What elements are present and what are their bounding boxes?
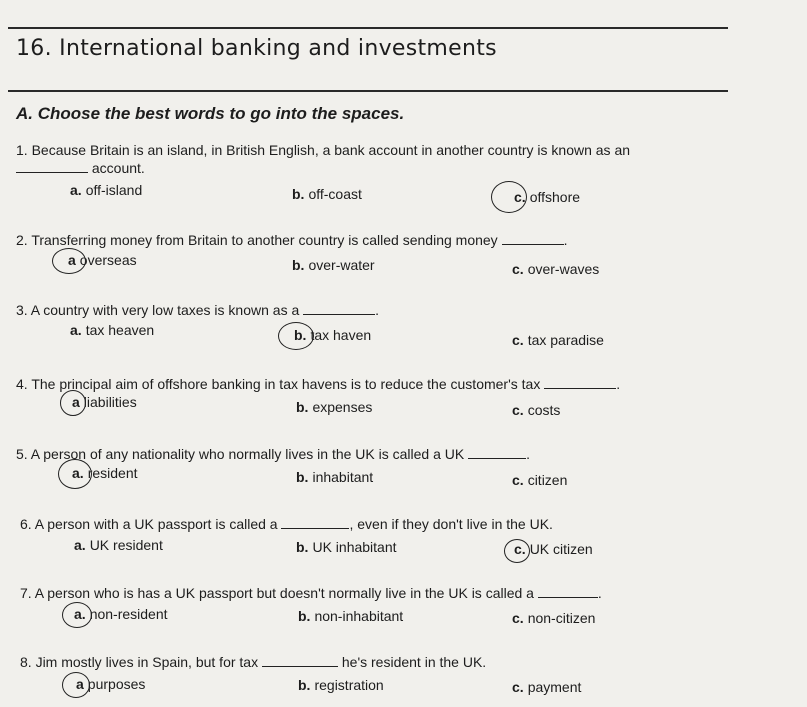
answer-blank [538, 585, 598, 598]
question-7: 7. A person who is has a UK passport but doesn't normally live in the UK is called a . [20, 585, 602, 601]
question-1-line-1 [16, 142, 630, 158]
question-1-line-2 [16, 160, 145, 176]
option-7b[interactable]: b. non-inhabitant [298, 608, 404, 624]
section-title: A. Choose the best words to go into the spaces. [16, 104, 405, 123]
option-5b[interactable]: b. inhabitant [296, 469, 374, 485]
option-2b[interactable]: b. over-water [292, 257, 375, 273]
option-3b[interactable]: b. tax haven [294, 327, 372, 343]
option-6c[interactable]: c. UK citizen [514, 541, 593, 557]
answer-blank [544, 376, 616, 389]
option-3a[interactable]: a. tax heaven [70, 322, 155, 338]
top-rule [8, 27, 728, 29]
option-6a[interactable]: a. UK resident [74, 537, 163, 553]
option-5a[interactable]: a. resident [72, 465, 138, 481]
answer-blank [262, 654, 338, 667]
option-4c[interactable]: c. costs [512, 402, 561, 418]
answer-blank [303, 302, 375, 315]
answer-blank [281, 516, 349, 529]
option-7a[interactable]: a. non-resident [74, 606, 168, 622]
answer-blank [468, 446, 526, 459]
option-4a[interactable]: a liabilities [72, 394, 137, 410]
question-1-text: 1. Because Britain is an island, in British English, a bank account in another country is known as an [16, 142, 631, 158]
option-2a[interactable]: a overseas [68, 252, 137, 268]
option-4b[interactable]: b. expenses [296, 399, 373, 415]
option-8c[interactable]: c. payment [512, 679, 582, 695]
option-6b[interactable]: b. UK inhabitant [296, 539, 397, 555]
answer-blank [16, 160, 88, 173]
answer-blank [502, 232, 564, 245]
option-1b[interactable]: b. off-coast [292, 186, 362, 202]
option-8b[interactable]: b. registration [298, 677, 384, 693]
title-rule [8, 90, 728, 92]
question-4: 4. The principal aim of offshore banking in tax havens is to reduce the customer's tax . [16, 376, 621, 392]
question-2: 2. Transferring money from Britain to another country is called sending money . [16, 232, 568, 248]
option-2c[interactable]: c. over-waves [512, 261, 600, 277]
option-5c[interactable]: c. citizen [512, 472, 568, 488]
option-8a[interactable]: a purposes [76, 676, 146, 692]
question-5: 5. A person of any nationality who normally lives in the UK is called a UK . [16, 446, 531, 462]
option-3c[interactable]: c. tax paradise [512, 332, 604, 348]
question-6: 6. A person with a UK passport is called a , even if they don't live in the UK. [20, 516, 553, 532]
option-1c[interactable]: c. offshore [514, 189, 581, 205]
option-7c[interactable]: c. non-citizen [512, 610, 596, 626]
question-3: 3. A country with very low taxes is known as a . [16, 302, 380, 318]
question-8: 8. Jim mostly lives in Spain, but for tax he's resident in the UK. [20, 654, 487, 670]
option-1a[interactable]: a. off-island [70, 182, 143, 198]
question-1-text-after: account. [91, 160, 145, 176]
chapter-title: 16. International banking and investments [16, 36, 497, 61]
